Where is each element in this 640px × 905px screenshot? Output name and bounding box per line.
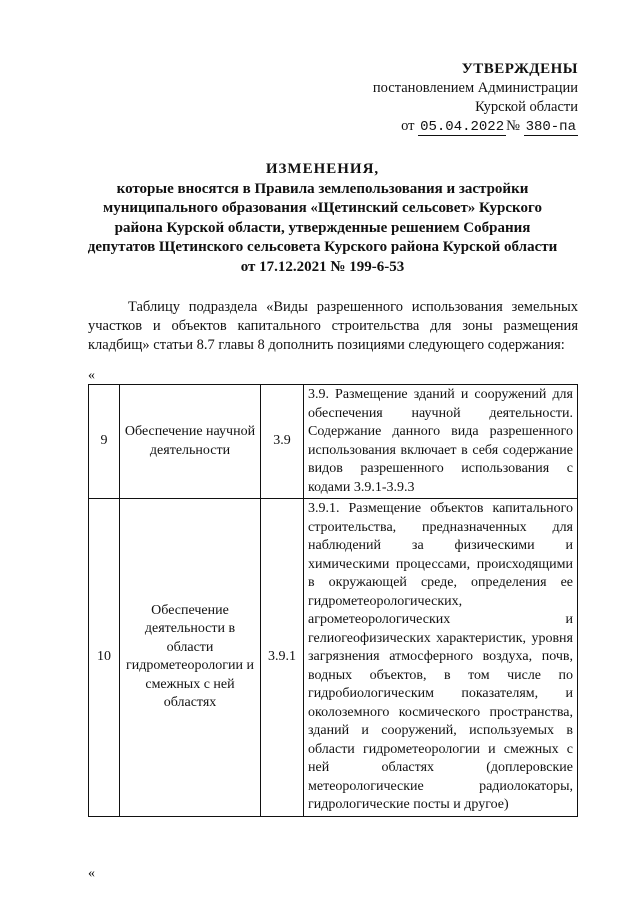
date-prefix: от xyxy=(401,118,415,134)
row-code: 3.9 xyxy=(261,385,304,499)
table-row xyxy=(89,499,578,817)
row-number: 9 xyxy=(89,385,120,499)
title-heading: ИЗМЕНЕНИЯ, xyxy=(265,161,380,177)
title-body: которые вносятся в Правила землепользования и застройки муниципального образования «Щетинский сельсовет» Курского района Курской области, утвержденные решением Собрания депутатов Щетинского сельсовета Курского района Курской области от 17.12.2021 № 199-6-53 xyxy=(87,180,558,275)
row-description: 3.9.1. Размещение объектов капитального строительства, предназначенных для наблюдений за физическими и химическими процессами, происходящими в окружающей среде, определения ее гидрометеорологических, агрометеорологических и гелиогеофизических характеристик, уровня загрязнения атмосферного воздуха, почв, водных объектов, в том числе по гидробиологическим показателям, и околоземного космического пространства, зданий и сооружений, используемых в области гидрометеорологии и смежных с ней областях (доплеровские метеорологические радиолокаторы, гидрологические посты и другое) xyxy=(304,499,578,817)
approval-date-line xyxy=(318,117,578,137)
intro-paragraph: Таблицу подраздела «Виды разрешенного использования земельных участков и объектов капитального строительства для зоны размещения кладбищ» статьи 8.7 главы 8 дополнить позициями следующего содержания: xyxy=(88,299,578,353)
close-quote: « xyxy=(88,866,95,881)
approval-line-1: постановлением Администрации xyxy=(372,80,578,96)
approval-line-2: Курской области xyxy=(475,99,578,115)
approval-block xyxy=(318,60,578,137)
open-quote: « xyxy=(88,368,95,383)
row-code: 3.9.1 xyxy=(261,499,304,817)
row-description: 3.9. Размещение зданий и сооружений для обеспечения научной деятельности. Содержание данного вида разрешенного использования включает в себя содержание видов разрешенного использования с кодами 3.9.1-3.9.3 xyxy=(304,385,578,499)
row-name: Обеспечение деятельности в области гидрометеорологии и смежных с ней областях xyxy=(120,499,261,817)
approval-number: 380-па xyxy=(525,119,576,135)
approval-heading: УТВЕРЖДЕНЫ xyxy=(461,61,578,77)
row-number: 10 xyxy=(89,499,120,817)
document-title xyxy=(85,160,560,277)
permitted-use-table xyxy=(88,384,578,817)
number-sign: № xyxy=(506,118,520,134)
approval-date: 05.04.2022 xyxy=(420,119,505,135)
table-row xyxy=(89,385,578,499)
row-name: Обеспечение научной деятельности xyxy=(120,385,261,499)
